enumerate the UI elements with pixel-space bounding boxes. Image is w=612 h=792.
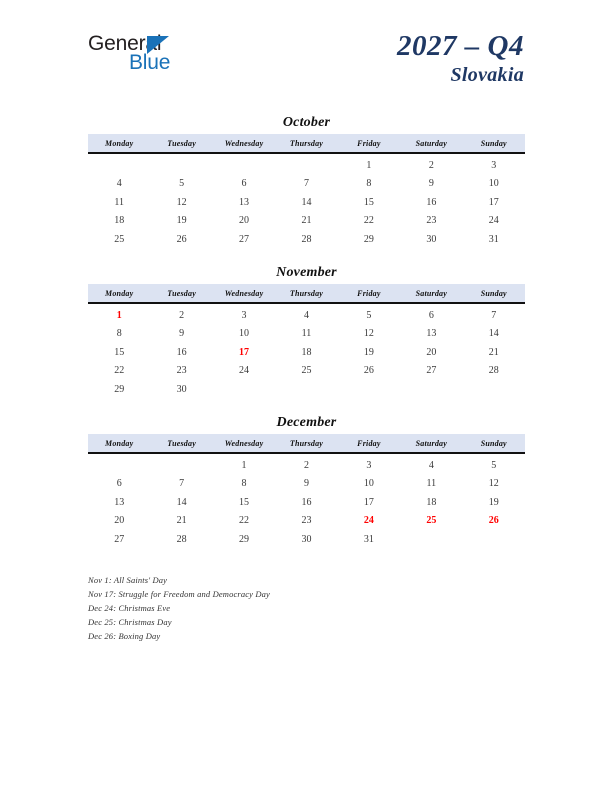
day-cell: 22 xyxy=(363,215,374,227)
day-cell: 10 xyxy=(363,478,374,490)
holiday-day-cell: 26 xyxy=(488,515,499,527)
month-title: December xyxy=(276,415,337,430)
week-row xyxy=(88,230,525,249)
day-cell: 4 xyxy=(303,309,309,321)
day-cell: 25 xyxy=(301,365,312,377)
day-cell: 20 xyxy=(426,346,437,358)
day-cell: 8 xyxy=(116,328,122,340)
weekday-header-friday: Friday xyxy=(338,434,400,453)
empty-day-cell xyxy=(400,380,462,399)
day-cell: 18 xyxy=(301,346,312,358)
day-cell: 29 xyxy=(363,233,374,245)
empty-day-cell xyxy=(88,153,150,175)
empty-day-cell xyxy=(88,453,150,475)
empty-day-cell xyxy=(338,380,400,399)
day-cell: 6 xyxy=(116,478,122,490)
weekday-header-tuesday: Tuesday xyxy=(150,434,212,453)
title-block xyxy=(397,30,524,87)
day-cell: 6 xyxy=(241,178,247,190)
empty-day-cell xyxy=(463,380,525,399)
empty-day-cell xyxy=(213,153,275,175)
day-cell: 13 xyxy=(114,496,125,508)
day-cell: 31 xyxy=(488,233,499,245)
day-cell: 13 xyxy=(426,328,437,340)
day-cell: 14 xyxy=(176,496,187,508)
holiday-day-cell: 24 xyxy=(363,515,374,527)
empty-day-cell xyxy=(275,380,337,399)
week-row xyxy=(88,512,525,531)
week-row xyxy=(88,475,525,494)
day-cell: 30 xyxy=(176,383,187,395)
day-cell: 1 xyxy=(366,159,372,171)
weekday-header-tuesday: Tuesday xyxy=(150,134,212,153)
month-section-november xyxy=(88,264,525,399)
day-cell: 27 xyxy=(239,233,250,245)
day-cell: 2 xyxy=(179,309,185,321)
day-cell: 5 xyxy=(491,459,497,471)
page-header xyxy=(0,0,612,100)
month-title: October xyxy=(282,115,331,130)
week-row xyxy=(88,175,525,194)
holiday-day-cell: 25 xyxy=(426,515,437,527)
weekday-header-saturday: Saturday xyxy=(400,434,462,453)
week-row xyxy=(88,380,525,399)
day-cell: 27 xyxy=(426,365,437,377)
weekday-header-sunday: Sunday xyxy=(463,134,525,153)
week-row xyxy=(88,493,525,512)
day-cell: 19 xyxy=(488,496,499,508)
day-cell: 30 xyxy=(426,233,437,245)
day-cell: 9 xyxy=(303,478,309,490)
weekday-header-thursday: Thursday xyxy=(275,134,337,153)
day-cell: 24 xyxy=(239,365,250,377)
week-row xyxy=(88,193,525,212)
day-cell: 2 xyxy=(303,459,309,471)
weekday-header-monday: Monday xyxy=(88,134,150,153)
logo-text-blue: Blue xyxy=(129,51,171,74)
weekday-header-monday: Monday xyxy=(88,434,150,453)
day-cell: 4 xyxy=(116,178,122,190)
holiday-day-cell: 1 xyxy=(116,309,122,321)
day-cell: 8 xyxy=(241,478,247,490)
weekday-header-wednesday: Wednesday xyxy=(213,434,275,453)
day-cell: 15 xyxy=(239,496,250,508)
day-cell: 18 xyxy=(426,496,437,508)
day-cell: 15 xyxy=(114,346,125,358)
page-subtitle-country: Slovakia xyxy=(450,64,524,86)
logo-text-general: General xyxy=(88,32,162,55)
day-cell: 14 xyxy=(488,328,499,340)
week-row xyxy=(88,453,525,475)
weekday-header-saturday: Saturday xyxy=(400,134,462,153)
month-grid xyxy=(88,134,525,249)
empty-day-cell xyxy=(275,153,337,175)
week-row xyxy=(88,325,525,344)
day-cell: 6 xyxy=(428,309,434,321)
day-cell: 19 xyxy=(176,215,187,227)
day-cell: 10 xyxy=(488,178,499,190)
week-row xyxy=(88,212,525,231)
day-cell: 11 xyxy=(114,196,125,208)
weekday-header-monday: Monday xyxy=(88,284,150,303)
day-cell: 13 xyxy=(239,196,250,208)
empty-day-cell xyxy=(150,453,212,475)
holiday-legend-item: Dec 25: Christmas Day xyxy=(88,617,172,627)
day-cell: 4 xyxy=(428,459,434,471)
day-cell: 7 xyxy=(179,478,185,490)
day-cell: 28 xyxy=(488,365,499,377)
holiday-legend-item: Dec 24: Christmas Eve xyxy=(88,603,171,613)
month-grid xyxy=(88,434,525,549)
week-row xyxy=(88,530,525,549)
day-cell: 17 xyxy=(488,196,499,208)
day-cell: 22 xyxy=(114,365,125,377)
weekday-header-friday: Friday xyxy=(338,134,400,153)
day-cell: 12 xyxy=(488,478,499,490)
day-cell: 29 xyxy=(114,383,125,395)
weekday-header-saturday: Saturday xyxy=(400,284,462,303)
weekday-header-sunday: Sunday xyxy=(463,284,525,303)
day-cell: 7 xyxy=(491,309,497,321)
day-cell: 3 xyxy=(366,459,372,471)
day-cell: 18 xyxy=(114,215,125,227)
day-cell: 16 xyxy=(426,196,437,208)
day-cell: 26 xyxy=(363,365,374,377)
day-cell: 3 xyxy=(241,309,247,321)
weekday-header-wednesday: Wednesday xyxy=(213,134,275,153)
general-blue-logo[interactable] xyxy=(88,33,268,83)
day-cell: 5 xyxy=(179,178,185,190)
day-cell: 27 xyxy=(114,533,125,545)
day-cell: 16 xyxy=(176,346,187,358)
day-cell: 9 xyxy=(428,178,434,190)
day-cell: 19 xyxy=(363,346,374,358)
day-cell: 11 xyxy=(426,478,437,490)
month-grid xyxy=(88,284,525,399)
weekday-header-row xyxy=(88,134,525,153)
day-cell: 21 xyxy=(488,346,499,358)
weekday-header-friday: Friday xyxy=(338,284,400,303)
holiday-legend-item: Dec 26: Boxing Day xyxy=(88,631,161,641)
holiday-legend-item: Nov 17: Struggle for Freedom and Democracy Day xyxy=(88,589,270,599)
day-cell: 29 xyxy=(239,533,250,545)
weekday-header-sunday: Sunday xyxy=(463,434,525,453)
day-cell: 5 xyxy=(366,309,372,321)
weekday-header-wednesday: Wednesday xyxy=(213,284,275,303)
day-cell: 14 xyxy=(301,196,312,208)
day-cell: 21 xyxy=(176,515,187,527)
week-row xyxy=(88,362,525,381)
week-row xyxy=(88,343,525,362)
day-cell: 10 xyxy=(239,328,250,340)
weekday-header-tuesday: Tuesday xyxy=(150,284,212,303)
day-cell: 12 xyxy=(363,328,374,340)
day-cell: 2 xyxy=(428,159,434,171)
day-cell: 15 xyxy=(363,196,374,208)
day-cell: 25 xyxy=(114,233,125,245)
month-section-october xyxy=(88,114,525,249)
day-cell: 21 xyxy=(301,215,312,227)
weekday-header-thursday: Thursday xyxy=(275,284,337,303)
week-row xyxy=(88,303,525,325)
day-cell: 23 xyxy=(301,515,312,527)
weekday-header-row xyxy=(88,284,525,303)
day-cell: 26 xyxy=(176,233,187,245)
day-cell: 22 xyxy=(239,515,250,527)
week-row xyxy=(88,153,525,175)
day-cell: 12 xyxy=(176,196,187,208)
page-title: 2027 – Q4 xyxy=(397,30,524,62)
day-cell: 3 xyxy=(491,159,497,171)
day-cell: 23 xyxy=(176,365,187,377)
day-cell: 20 xyxy=(239,215,250,227)
day-cell: 17 xyxy=(363,496,374,508)
empty-day-cell xyxy=(400,530,462,549)
weekday-header-thursday: Thursday xyxy=(275,434,337,453)
day-cell: 23 xyxy=(426,215,437,227)
month-title: November xyxy=(276,265,337,280)
holiday-legend xyxy=(88,573,528,643)
day-cell: 1 xyxy=(241,459,247,471)
day-cell: 20 xyxy=(114,515,125,527)
holiday-legend-item: Nov 1: All Saints' Day xyxy=(88,575,168,585)
day-cell: 28 xyxy=(176,533,187,545)
empty-day-cell xyxy=(463,530,525,549)
empty-day-cell xyxy=(150,153,212,175)
weekday-header-row xyxy=(88,434,525,453)
day-cell: 30 xyxy=(301,533,312,545)
day-cell: 16 xyxy=(301,496,312,508)
holiday-day-cell: 17 xyxy=(239,346,250,358)
day-cell: 24 xyxy=(488,215,499,227)
day-cell: 9 xyxy=(179,328,185,340)
month-section-december xyxy=(88,414,525,549)
day-cell: 31 xyxy=(363,533,374,545)
day-cell: 8 xyxy=(366,178,372,190)
day-cell: 11 xyxy=(301,328,312,340)
day-cell: 28 xyxy=(301,233,312,245)
empty-day-cell xyxy=(213,380,275,399)
day-cell: 7 xyxy=(303,178,309,190)
